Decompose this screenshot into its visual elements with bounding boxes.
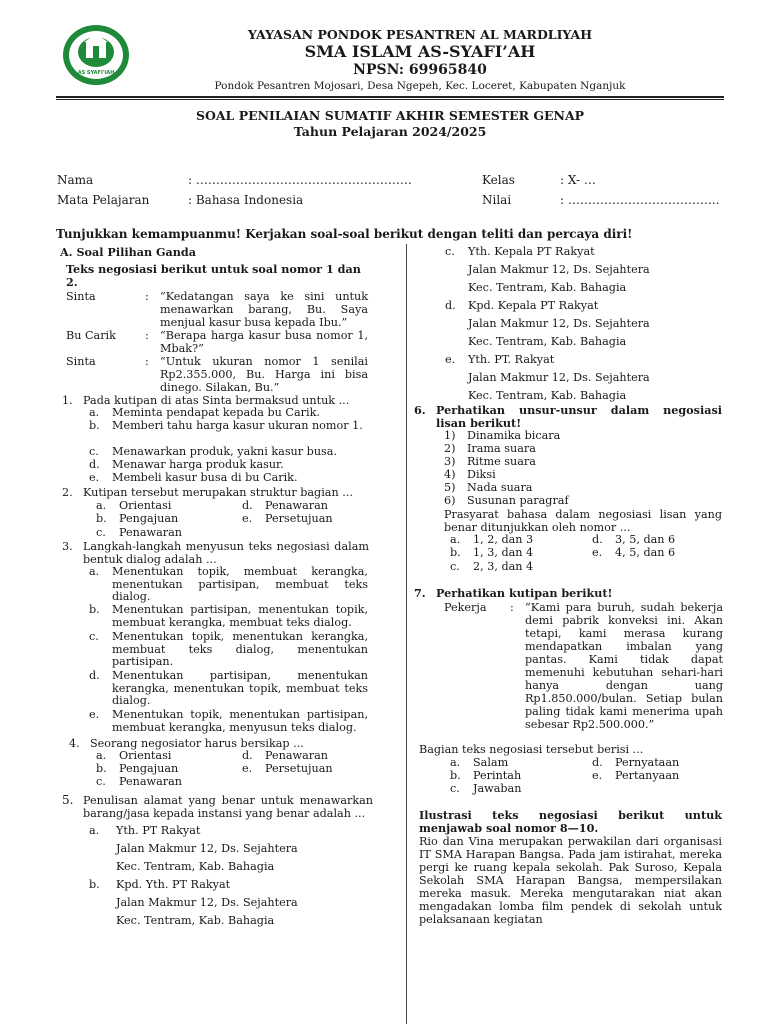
option-text: Jalan Makmur 12, Ds. Sejahtera — [468, 263, 650, 276]
npsn: NPSN: 69965840 — [353, 62, 487, 78]
nilai-label: Nilai — [482, 193, 512, 207]
question-text: Langkah-langkah menyusun teks negosiasi dalam bentuk dialog adalah ... — [83, 540, 369, 566]
option-letter: e. — [242, 762, 253, 775]
option-letter: c. — [450, 782, 460, 795]
dialog-text: “Kedatangan saya ke sini untuk menawarkan barang, Bu. Saya menjual kasur busa kepada Ibu.” — [160, 290, 368, 329]
item-text: Susunan paragraf — [467, 494, 569, 507]
question-number: 7. — [414, 586, 426, 600]
option-text[interactable]: Orientasi — [119, 749, 172, 762]
option-letter: c. — [96, 775, 106, 788]
option-text[interactable]: Kpd. Kepala PT Rakyat — [468, 299, 599, 312]
header-rule-thin — [56, 99, 724, 100]
dialog-speaker: Sinta — [66, 355, 96, 368]
exam-title: SOAL PENILAIAN SUMATIF AKHIR SEMESTER GENAP — [195, 108, 585, 123]
mapel-value: : Bahasa Indonesia — [188, 193, 304, 207]
item-text: Ritme suara — [467, 455, 536, 468]
option-letter: e. — [89, 708, 100, 721]
option-letter: d. — [592, 756, 603, 769]
option-text[interactable]: Menentukan partisipan, menentukan topik, membuat kerangka, membuat teks dialog. — [112, 603, 368, 629]
option-text: Jalan Makmur 12, Ds. Sejahtera — [468, 371, 650, 384]
option-letter: d. — [89, 669, 100, 682]
quote-text: “Kami para buruh, sudah bekerja demi pabrik konveksi ini. Akan tetapi, kami merasa kurang mendapatkan imbalan yang pantas. Kami tidak dapat memenuhi kebutuhan sehari-hari hanya dengan uang Rp1.850.000/bulan. Setiap bulan paling tidak kami menerima upah sebesar Rp2.500.000.” — [525, 601, 723, 731]
school-address: Pondok Pesantren Mojosari, Desa Ngepeh, Kec. Loceret, Kabupaten Nganjuk — [214, 80, 626, 92]
question-number: 1. — [62, 394, 73, 407]
option-text[interactable]: Yth. PT. Rakyat — [468, 353, 555, 366]
item-number: 5) — [444, 481, 456, 494]
option-text[interactable]: Jawaban — [473, 782, 522, 795]
option-text[interactable]: Penawaran — [119, 526, 182, 539]
school-name: SMA ISLAM AS-SYAFI’AH — [304, 42, 536, 61]
option-text[interactable]: Pengajuan — [119, 512, 179, 525]
option-letter: b. — [96, 512, 107, 525]
mapel-label: Mata Pelajaran — [57, 193, 150, 207]
option-text[interactable]: Menawarkan produk, yakni kasur busa. — [112, 445, 338, 458]
option-text[interactable]: 2, 3, dan 4 — [473, 560, 534, 573]
header-rule — [56, 96, 724, 98]
question-number: 5. — [62, 793, 74, 807]
exam-year: Tahun Pelajaran 2024/2025 — [293, 124, 487, 139]
option-letter: b. — [89, 603, 100, 616]
option-text[interactable]: Yth. Kepala PT Rakyat — [468, 245, 595, 258]
option-text: Jalan Makmur 12, Ds. Sejahtera — [116, 896, 298, 909]
option-text[interactable]: Persetujuan — [265, 512, 333, 525]
instruction: Tunjukkan kemampuanmu! Kerjakan soal-soal berikut dengan teliti dan percaya diri! — [56, 227, 633, 241]
option-text[interactable]: Menentukan topik, membuat kerangka, menentukan partisipan, membuat teks dialog. — [112, 565, 368, 603]
dialog-text: “Berapa harga kasur busa nomor 1, Mbak?” — [160, 329, 368, 355]
dialog-colon: : — [145, 355, 149, 368]
question-text: Pada kutipan di atas Sinta bermaksud untuk ... — [83, 394, 350, 407]
option-letter: b. — [89, 878, 100, 891]
option-text: Kec. Tentram, Kab. Bahagia — [468, 389, 627, 402]
item-number: 4) — [444, 468, 456, 481]
option-text[interactable]: Memberi tahu harga kasur ukuran nomor 1. — [112, 419, 363, 432]
item-number: 3) — [444, 455, 456, 468]
quote-colon: : — [510, 601, 514, 614]
question-text: Prasyarat bahasa dalam negosiasi lisan yang benar ditunjukkan oleh nomor ... — [444, 508, 722, 534]
question-number: 3. — [62, 540, 73, 553]
option-text: Jalan Makmur 12, Ds. Sejahtera — [116, 842, 298, 855]
ilustrasi-title: Ilustrasi teks negosiasi berikut untuk menjawab soal nomor 8—10. — [419, 808, 722, 835]
item-text: Dinamika bicara — [467, 429, 561, 442]
option-letter: b. — [450, 546, 461, 559]
question-text: Bagian teks negosiasi tersebut berisi ... — [419, 743, 644, 756]
option-letter: c. — [89, 630, 99, 643]
quote-speaker: Pekerja — [444, 601, 487, 614]
option-letter: d. — [242, 499, 253, 512]
dialog-speaker: Bu Carik — [66, 329, 116, 342]
item-number: 6) — [444, 494, 456, 507]
option-text[interactable]: Salam — [473, 756, 509, 769]
option-letter: a. — [450, 756, 461, 769]
question-text: Kutipan tersebut merupakan struktur bagian ... — [83, 486, 353, 499]
option-text[interactable]: Persetujuan — [265, 762, 333, 775]
item-text: Diksi — [467, 468, 496, 481]
item-number: 1) — [444, 429, 456, 442]
dialog-text: “Untuk ukuran nomor 1 senilai Rp2.355.000, Bu. Harga ini bisa dinego. Silakan, Bu.” — [160, 355, 368, 394]
option-letter: c. — [89, 445, 99, 458]
option-text[interactable]: 4, 5, dan 6 — [615, 546, 676, 559]
item-number: 2) — [444, 442, 456, 455]
option-text: Kec. Tentram, Kab. Bahagia — [116, 914, 275, 927]
ilustrasi-body: Rio dan Vina merupakan perwakilan dari organisasi IT SMA Harapan Bangsa. Pada jam istirahat, mereka pergi ke ruang kepala sekolah. Pak Suroso, Kepala Sekolah SMA Harapan Bangsa, mempersilakan mereka masuk. Mereka mengutarakan niat akan mengadakan lomba film pendek di sekolah untuk pelaksanaan kegiatan — [419, 835, 722, 926]
option-text[interactable]: Menentukan topik, menentukan kerangka, membuat teks dialog, menentukan partisipan. — [112, 630, 368, 668]
option-text[interactable]: Perintah — [473, 769, 522, 782]
option-letter: c. — [445, 245, 455, 258]
option-text: Kec. Tentram, Kab. Bahagia — [116, 860, 275, 873]
option-text[interactable]: Menentukan topik, menentukan partisipan, membuat kerangka, menyusun teks dialog. — [112, 708, 368, 734]
option-text[interactable]: Penawaran — [265, 749, 328, 762]
option-text[interactable]: Penawaran — [265, 499, 328, 512]
kelas-label: Kelas — [482, 173, 515, 187]
section-a-title: A. Soal Pilihan Ganda — [60, 245, 196, 259]
question-text: Penulisan alamat yang benar untuk menawarkan barang/jasa kepada instansi yang benar adalah ... — [83, 794, 373, 820]
item-text: Nada suara — [467, 481, 533, 494]
option-text[interactable]: Penawaran — [119, 775, 182, 788]
option-text[interactable]: Menawar harga produk kasur. — [112, 458, 284, 471]
option-text[interactable]: Menentukan partisipan, menentukan kerangka, menentukan topik, membuat teks dialog. — [112, 669, 368, 707]
option-letter: a. — [89, 406, 100, 419]
option-text[interactable]: Pengajuan — [119, 762, 179, 775]
option-letter: a. — [96, 749, 107, 762]
option-text: Jalan Makmur 12, Ds. Sejahtera — [468, 317, 650, 330]
option-text[interactable]: Meminta pendapat kepada bu Carik. — [112, 406, 320, 419]
option-letter: d. — [89, 458, 100, 471]
question-text: Perhatikan unsur-unsur dalam negosiasi lisan berikut! — [436, 403, 722, 430]
option-text[interactable]: Yth. PT Rakyat — [116, 824, 201, 837]
option-text: Kec. Tentram, Kab. Bahagia — [468, 281, 627, 294]
option-letter: b. — [450, 769, 461, 782]
question-number: 4. — [69, 737, 80, 750]
dialog-colon: : — [145, 290, 149, 303]
option-text[interactable]: Pertanyaan — [615, 769, 680, 782]
column-divider — [406, 244, 407, 1024]
option-text[interactable]: 3, 5, dan 6 — [615, 533, 676, 546]
option-text[interactable]: 1, 3, dan 4 — [473, 546, 534, 559]
option-letter: e. — [242, 512, 253, 525]
nama-label: Nama — [57, 173, 94, 187]
text-intro: Teks negosiasi berikut untuk soal nomor 1 dan 2. — [66, 262, 361, 289]
option-letter: d. — [445, 299, 456, 312]
logo-text: AS SYAFI'IAH — [77, 70, 115, 76]
question-text: Seorang negosiator harus bersikap ... — [90, 737, 304, 750]
question-number: 2. — [62, 486, 73, 499]
option-letter: a. — [96, 499, 107, 512]
option-letter: e. — [592, 769, 603, 782]
foundation-name: YAYASAN PONDOK PESANTREN AL MARDLIYAH — [247, 27, 593, 42]
option-letter: a. — [89, 824, 100, 837]
option-letter: b. — [96, 762, 107, 775]
dialog-speaker: Sinta — [66, 290, 96, 303]
option-letter: d. — [242, 749, 253, 762]
option-text[interactable]: 1, 2, dan 3 — [473, 533, 534, 546]
option-text[interactable]: Orientasi — [119, 499, 172, 512]
school-logo — [62, 24, 130, 86]
item-text: Irama suara — [467, 442, 536, 455]
option-letter: a. — [89, 565, 100, 578]
option-text[interactable]: Kpd. Yth. PT Rakyat — [116, 878, 231, 891]
nilai-field[interactable]: : ……………………………….. — [560, 193, 720, 207]
option-letter: c. — [450, 560, 460, 573]
option-letter: b. — [89, 419, 100, 432]
kelas-field[interactable]: : X- … — [560, 173, 596, 187]
nama-field[interactable]: : ……………………………………………… — [188, 173, 412, 187]
dialog-colon: : — [145, 329, 149, 342]
option-text: Kec. Tentram, Kab. Bahagia — [468, 335, 627, 348]
option-letter: d. — [592, 533, 603, 546]
option-letter: e. — [592, 546, 603, 559]
option-text[interactable]: Membeli kasur busa di bu Carik. — [112, 471, 298, 484]
option-letter: e. — [445, 353, 456, 366]
question-text: Perhatikan kutipan berikut! — [436, 586, 613, 600]
option-letter: a. — [450, 533, 461, 546]
option-letter: e. — [89, 471, 100, 484]
question-number: 6. — [414, 403, 426, 417]
option-letter: c. — [96, 526, 106, 539]
option-text[interactable]: Pernyataan — [615, 756, 680, 769]
